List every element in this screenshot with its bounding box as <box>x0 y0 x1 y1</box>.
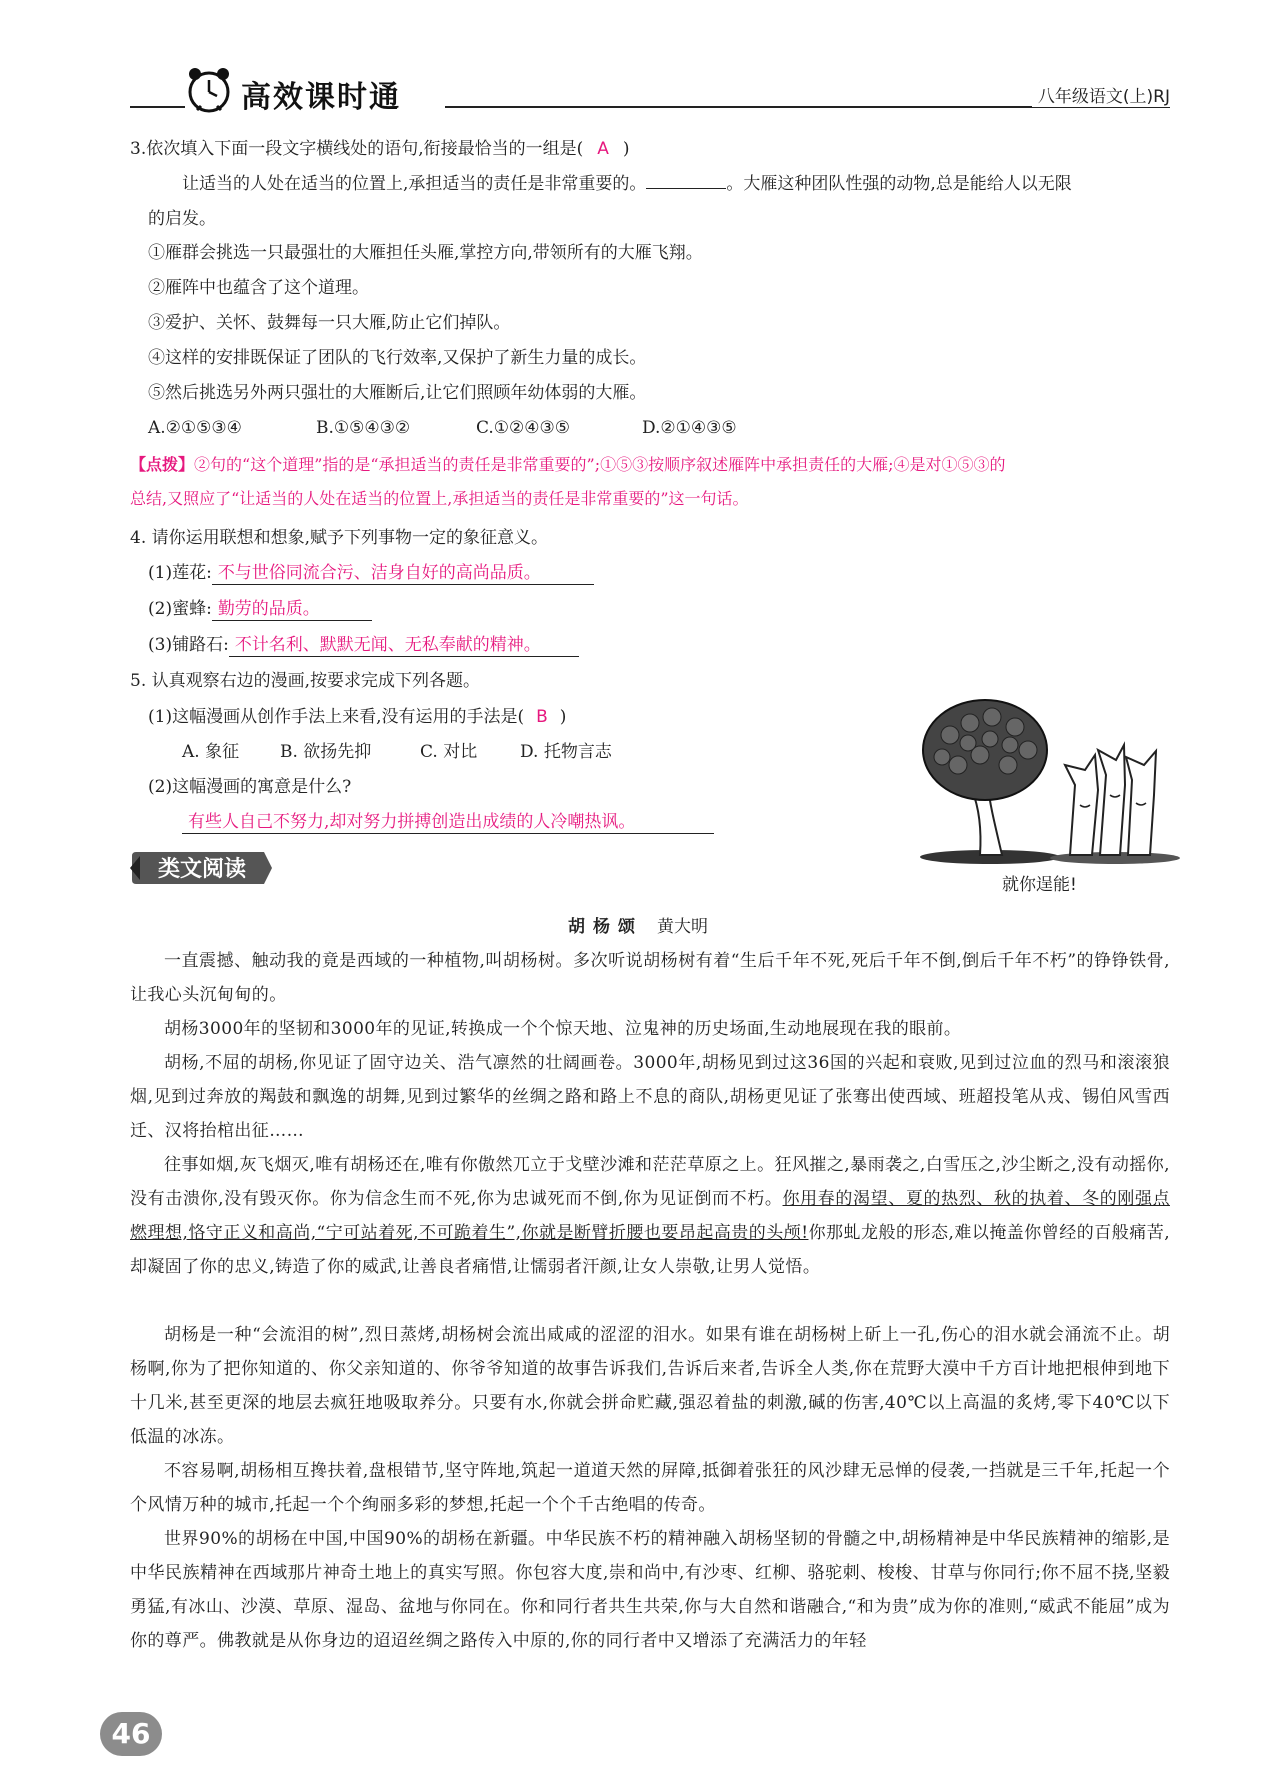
q3-option-a: A.②①⑤③④ <box>148 418 242 438</box>
q3-blank <box>646 188 726 189</box>
q3-answer: A <box>597 139 609 159</box>
brand-logo <box>185 62 445 118</box>
q3-item-5: ⑤然后挑选另外两只强壮的大雁断后,让它们照顾年幼体弱的大雁。 <box>148 383 647 403</box>
grade-label: 八年级语文(上)RJ <box>1032 82 1170 107</box>
q3-stem: 3.依次填入下面一段文字横线处的语句,衔接最恰当的一组是( A ) <box>130 139 630 159</box>
q5-option-b: B. 欲扬先抑 <box>280 742 372 762</box>
article-paragraph-3: 胡杨,不屈的胡杨,你见证了固守边关、浩气凛然的壮阔画卷。3000年,胡杨见到过这36国的兴起和衰败,见到过泣血的烈马和滚滚狼烟,见到过奔放的羯鼓和飘逸的胡舞,见到过繁华的丝绸之路和路上不息的商队,胡杨更见证了张骞出使西域、班超投笔从戎、锡伯风雪西迁、汉将抬棺出征…… <box>130 1053 1170 1141</box>
alarm-clock-icon <box>185 66 233 114</box>
article-paragraph-6: 不容易啊,胡杨相互搀扶着,盘根错节,坚守阵地,筑起一道道天然的屏障,抵御着张狂的风沙肆无忌惮的侵袭,一挡就是三千年,托起一个个风情万种的城市,托起一个个绚丽多彩的梦想,托起一个个千古绝唱的传奇。 <box>130 1461 1170 1515</box>
q3-item-2: ②雁阵中也蕴含了这个道理。 <box>148 278 369 298</box>
brand-title: 高效课时通 <box>241 80 401 115</box>
q3-passage-line2: 的启发。 <box>148 209 216 229</box>
hint-label: 【点拨】 <box>130 455 195 474</box>
q3-option-b: B.①⑤④③② <box>316 418 411 438</box>
q5-options <box>182 741 612 763</box>
article-paragraph-2: 胡杨3000年的坚韧和3000年的见证,转换成一个个惊天地、泣鬼神的历史场面,生动地展现在我的眼前。 <box>164 1019 962 1039</box>
q4-item-1: (1)莲花: 不与世俗同流合污、洁身自好的高尚品质。 <box>148 562 594 585</box>
section-badge <box>130 848 274 888</box>
q5-sub2: (2)这幅漫画的寓意是什么? <box>148 777 352 797</box>
q3-hint: 【点拨】②句的“这个道理”指的是“承担适当的责任是非常重要的”;①⑤③按顺序叙述雁阵中承担责任的大雁;④是对①⑤③的 总结,又照应了“让适当的人处在适当的位置上,承担适当的责任是非常重要的”这一句话。 <box>130 455 1006 508</box>
q5-stem: 5. 认真观察右边的漫画,按要求完成下列各题。 <box>130 671 481 691</box>
article-paragraph-7: 世界90%的胡杨在中国,中国90%的胡杨在新疆。中华民族不朽的精神融入胡杨坚韧的骨髓之中,胡杨精神是中华民族精神的缩影,是中华民族精神在西域那片神奇土地上的真实写照。你包容大度,崇和尚中,有沙枣、红柳、骆驼刺、梭梭、甘草与你同行;你不屈不挠,坚毅勇猛,有冰山、沙漠、草原、湿岛、盆地与你同在。你和同行者共生共荣,你与大自然和谐融合,“和为贵”成为你的准则,“威武不能屈”成为你的尊严。佛教就是从你身边的迢迢丝绸之路传入中原的,你的同行者中又增添了充满活力的年轻 <box>130 1529 1170 1651</box>
article-title: 胡杨颂 <box>568 917 643 937</box>
article-paragraph-5: 胡杨是一种“会流泪的树”,烈日蒸烤,胡杨树会流出咸咸的涩涩的泪水。如果有谁在胡杨树上斫上一孔,伤心的泪水就会涌流不止。胡杨啊,你为了把你知道的、你父亲知道的、你爷爷知道的故事告诉我们,告诉后来者,告诉全人类,你在荒野大漠中千方百计地把根伸到地下十几米,甚至更深的地层去疯狂地吸取养分。只要有水,你就会拼命贮藏,强忍着盐的刺激,碱的伤害,40℃以上高温的炙烤,零下40℃以下低温的冰冻。 <box>130 1325 1170 1447</box>
article-heading <box>0 912 1276 937</box>
q4-answer-3: 不计名利、默默无闻、无私奉献的精神。 <box>229 634 579 657</box>
q3-item-4: ④这样的安排既保证了团队的飞行效率,又保护了新生力量的成长。 <box>148 348 647 368</box>
comic-trees-illustration <box>920 695 1180 865</box>
q3-options <box>148 417 737 439</box>
q5-sub2-answer: 有些人自己不努力,却对努力拼搏创造出成绩的人冷嘲热讽。 <box>182 811 714 834</box>
q3-passage-line1: 让适当的人处在适当的位置上,承担适当的责任是非常重要的。 。大雁这种团队性强的动物,总是能给人以无限 <box>182 174 1072 194</box>
q5-sub2-answer-line <box>182 811 714 834</box>
article-paragraph-4: 往事如烟,灰飞烟灭,唯有胡杨还在,唯有你傲然兀立于戈壁沙滩和茫茫草原之上。狂风摧之,暴雨袭之,白雪压之,沙尘断之,没有动摇你,没有击溃你,没有毁灭你。你为信念生而不死,你为忠诚死而不倒,你为见证倒而不朽。你用春的渴望、夏的热烈、秋的执着、冬的刚强点燃理想,恪守正义和高尚,“宁可站着死,不可跪着生”,你就是断臂折腰也要昂起高贵的头颅!你那虬龙般的形态,难以掩盖你曾经的百般痛苦,却凝固了你的忠义,铸造了你的威武,让善良者痛惜,让懦弱者汗颜,让女人崇敬,让男人觉悟。 <box>130 1155 1170 1277</box>
q5-sub1-answer: B <box>536 707 548 727</box>
q5-option-c: C. 对比 <box>420 742 478 762</box>
q4-answer-1: 不与世俗同流合污、洁身自好的高尚品质。 <box>212 562 594 585</box>
page-number: 46 <box>100 1712 162 1756</box>
page-header <box>130 62 1170 122</box>
q4-stem: 4. 请你运用联想和想象,赋予下列事物一定的象征意义。 <box>130 528 549 548</box>
q3-item-3: ③爱护、关怀、鼓舞每一只大雁,防止它们掉队。 <box>148 313 511 333</box>
underlined-sentence: 你用春的渴望、夏的热烈、秋的执着、冬的刚强点燃理想,恪守正义和高尚,“宁可站着死,不可跪着生”,你就是断臂折腰也要昂起高贵的头颅! <box>130 1189 1170 1243</box>
article-paragraph-1: 一直震撼、触动我的竟是西域的一种植物,叫胡杨树。多次听说胡杨树有着“生后千年不死,死后千年不倒,倒后千年不朽”的铮铮铁骨,让我心头沉甸甸的。 <box>130 951 1170 1005</box>
q5-sub1: (1)这幅漫画从创作手法上来看,没有运用的手法是( B ) <box>148 707 567 727</box>
q3-option-d: D.②①④③⑤ <box>642 418 737 438</box>
q5-option-d: D. 托物言志 <box>520 742 612 762</box>
q4-item-3: (3)铺路石: 不计名利、默默无闻、无私奉献的精神。 <box>148 634 579 657</box>
article-author: 黄大明 <box>657 917 708 937</box>
q3-option-c: C.①②④③⑤ <box>476 418 571 438</box>
comic-caption: 就你逞能! <box>1002 875 1077 895</box>
section-title: 类文阅读 <box>157 857 247 882</box>
q5-option-a: A. 象征 <box>182 742 240 762</box>
q4-answer-2: 勤劳的品质。 <box>212 598 372 621</box>
q4-item-2: (2)蜜蜂: 勤劳的品质。 <box>148 598 372 621</box>
q3-item-1: ①雁群会挑选一只最强壮的大雁担任头雁,掌控方向,带领所有的大雁飞翔。 <box>148 243 703 263</box>
